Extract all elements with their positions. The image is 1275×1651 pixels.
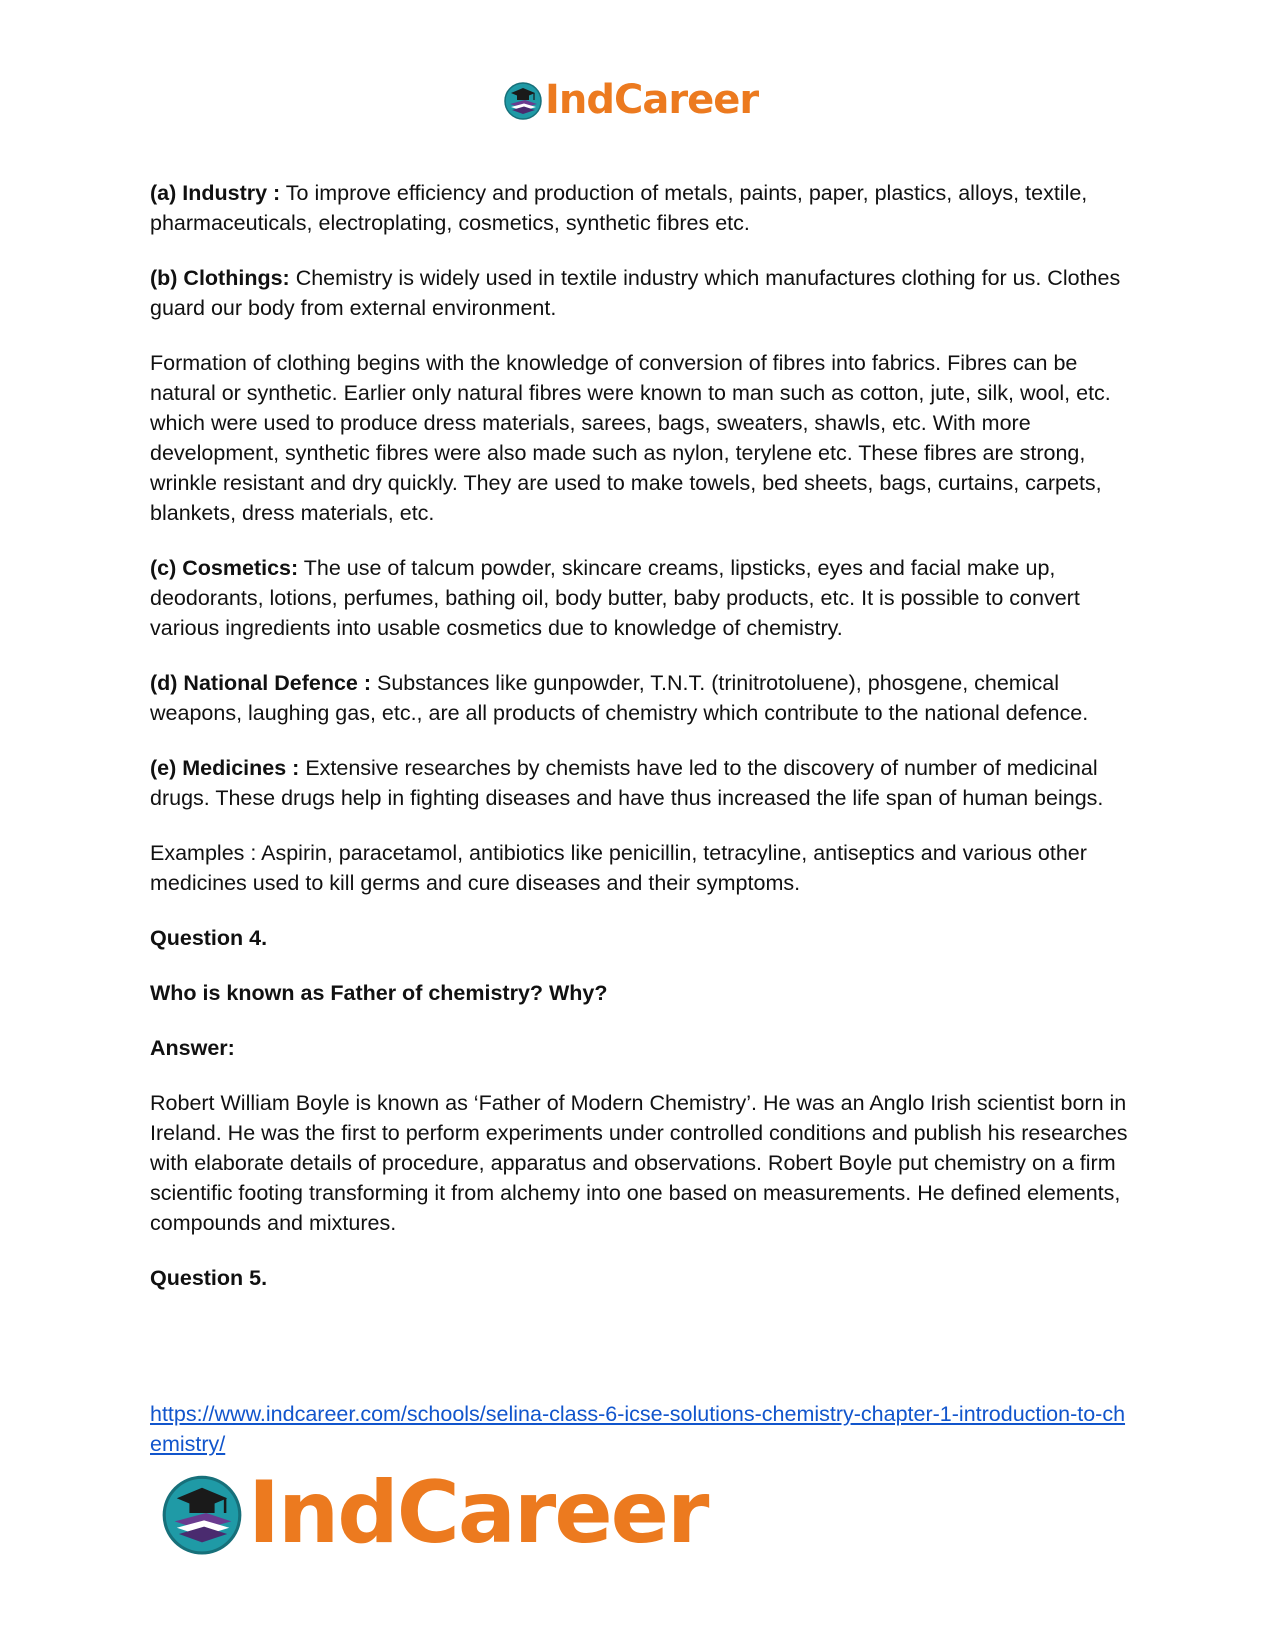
- label-clothings: (b) Clothings:: [150, 266, 290, 290]
- paragraph-clothings: [150, 263, 1130, 323]
- question-4-question-text: Who is known as Father of chemistry? Why?: [150, 981, 608, 1005]
- label-defence: (d) National Defence :: [150, 671, 371, 695]
- text-industry: To improve efficiency and production of metals, paints, paper, plastics, alloys, textile, pharmaceuticals, electroplating, cosmetics, synthetic fibres etc.: [150, 181, 1088, 235]
- question-5-heading: [150, 1263, 1130, 1293]
- label-industry: (a) Industry :: [150, 181, 281, 205]
- answer-text: Robert William Boyle is known as ‘Father of Modern Chemistry’. He was an Anglo Irish scientist born in Ireland. He was the first to perform experiments under controlled conditions and publish his researches with elaborate details of procedure, apparatus and observations. Robert Boyle put chemistry on a firm scientific footing transforming it from alchemy into one based on measurements. He defined elements, compounds and mixtures.: [150, 1091, 1128, 1235]
- question-4-heading: [150, 923, 1130, 953]
- label-medicines: (e) Medicines :: [150, 756, 300, 780]
- question-4-text: [150, 978, 1130, 1008]
- document-body: [150, 178, 1130, 1318]
- logo-text: IndCareer: [248, 1463, 708, 1563]
- answer-label: [150, 1033, 1130, 1063]
- answer-label-text: Answer:: [150, 1036, 235, 1060]
- graduation-cap-book-icon: [503, 80, 543, 120]
- question-5-heading-text: Question 5.: [150, 1266, 268, 1290]
- paragraph-industry: [150, 178, 1130, 238]
- paragraph-defence: [150, 668, 1130, 728]
- header-logo: [503, 77, 759, 123]
- text-medicines: Extensive researches by chemists have led to the discovery of number of medicinal drugs. These drugs help in fighting diseases and have thus increased the life span of human beings.: [150, 756, 1104, 810]
- paragraph-cosmetics: [150, 553, 1130, 643]
- logo-text: IndCareer: [545, 77, 759, 123]
- paragraph-clothing-formation: Formation of clothing begins with the knowledge of conversion of fibres into fabrics. Fibres can be natural or synthetic. Earlier only natural fibres were known to man such as cotton, jute, silk, wool, etc. which were used to produce dress materials, sarees, bags, sweaters, shawls, etc. With more development, synthetic fibres were also made such as nylon, terylene etc. These fibres are strong, wrinkle resistant and dry quickly. They are used to make towels, bed sheets, bags, curtains, carpets, blankets, dress materials, etc.: [150, 351, 1111, 525]
- label-cosmetics: (c) Cosmetics:: [150, 556, 299, 580]
- text-clothings: Chemistry is widely used in textile industry which manufactures clothing for us. Clothes guard our body from external environment.: [150, 266, 1121, 320]
- text-defence: Substances like gunpowder, T.N.T. (trinitrotoluene), phosgene, chemical weapons, laughing gas, etc., are all products of chemistry which contribute to the national defence.: [150, 671, 1089, 725]
- text-cosmetics: The use of talcum powder, skincare creams, lipsticks, eyes and facial make up, deodorants, lotions, perfumes, bathing oil, body butter, baby products, etc. It is possible to convert various ingredients into usable cosmetics due to knowledge of chemistry.: [150, 556, 1080, 640]
- question-4-heading-text: Question 4.: [150, 926, 268, 950]
- graduation-cap-book-icon: [160, 1471, 244, 1555]
- footer-logo: [160, 1463, 708, 1563]
- paragraph-examples: Examples : Aspirin, paracetamol, antibiotics like penicillin, tetracyline, antiseptics and various other medicines used to kill germs and cure diseases and their symptoms.: [150, 841, 1087, 895]
- source-link[interactable]: https://www.indcareer.com/schools/selina-class-6-icse-solutions-chemistry-chapter-1-introduction-to-chemistry/: [150, 1402, 1126, 1456]
- paragraph-medicines: [150, 753, 1130, 813]
